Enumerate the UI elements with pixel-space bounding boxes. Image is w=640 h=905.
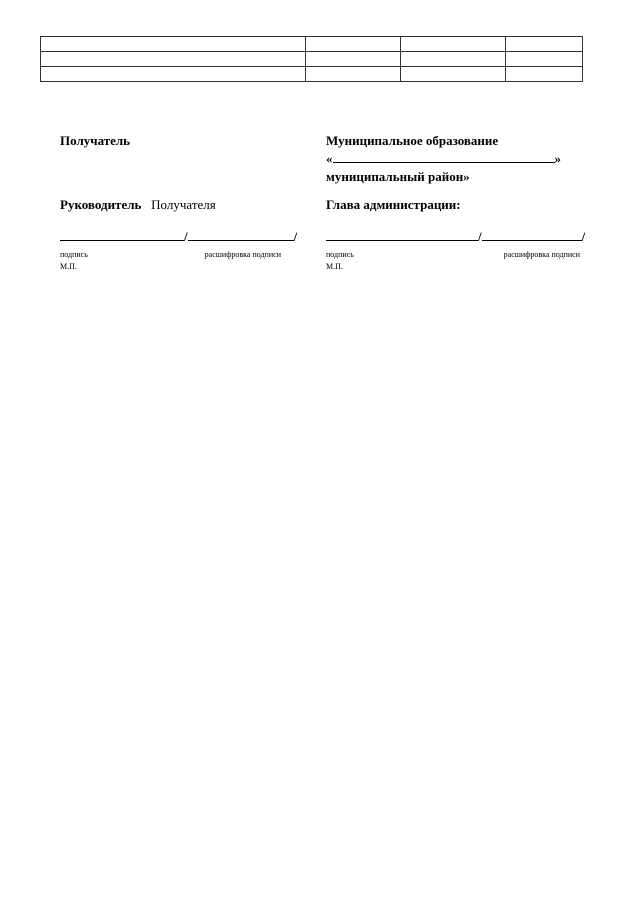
table-cell: [401, 52, 506, 67]
municipality-name-line: [326, 150, 588, 168]
municipality-column: [326, 132, 588, 273]
stamp-label: М.П.: [60, 262, 77, 271]
table-cell: [41, 52, 306, 67]
table-cell: [41, 67, 306, 82]
head-label: Глава администрации:: [326, 197, 461, 212]
municipality-heading: Муниципальное образование: [326, 133, 499, 148]
top-table: [40, 36, 583, 82]
quote-open: «: [326, 151, 333, 166]
signature-line: / /: [326, 228, 588, 244]
recipient-heading: Получатель: [60, 133, 131, 148]
municipality-name-blank[interactable]: [333, 150, 555, 163]
caption-signature: подпись: [60, 250, 88, 259]
signature-blank[interactable]: [60, 228, 184, 241]
director-label: [60, 196, 305, 214]
table-row: [41, 37, 583, 52]
table-cell: [506, 52, 583, 67]
table-cell: [41, 37, 306, 52]
caption-decode: расшифровка подписи: [503, 250, 580, 259]
table-cell: [306, 52, 401, 67]
table-cell: [306, 37, 401, 52]
table-cell: [506, 37, 583, 52]
quote-close: »: [554, 151, 561, 166]
district-label: муниципальный район»: [326, 169, 470, 184]
signature-captions: [326, 250, 588, 260]
director-label-plain: Получателя: [151, 197, 216, 212]
table-row: [41, 67, 583, 82]
table-row: [41, 52, 583, 67]
caption-decode: расшифровка подписи: [204, 250, 281, 259]
decode-blank[interactable]: [482, 228, 582, 241]
signature-blank[interactable]: [326, 228, 478, 241]
table-cell: [506, 67, 583, 82]
decode-blank[interactable]: [188, 228, 294, 241]
table-cell: [306, 67, 401, 82]
caption-signature: подпись: [326, 250, 354, 259]
signature-line: / /: [60, 228, 305, 244]
director-label-bold: Руководитель: [60, 197, 142, 212]
table-cell: [401, 37, 506, 52]
signature-captions: [60, 250, 305, 260]
table-cell: [401, 67, 506, 82]
recipient-column: [60, 132, 305, 273]
stamp-label: М.П.: [326, 262, 343, 271]
